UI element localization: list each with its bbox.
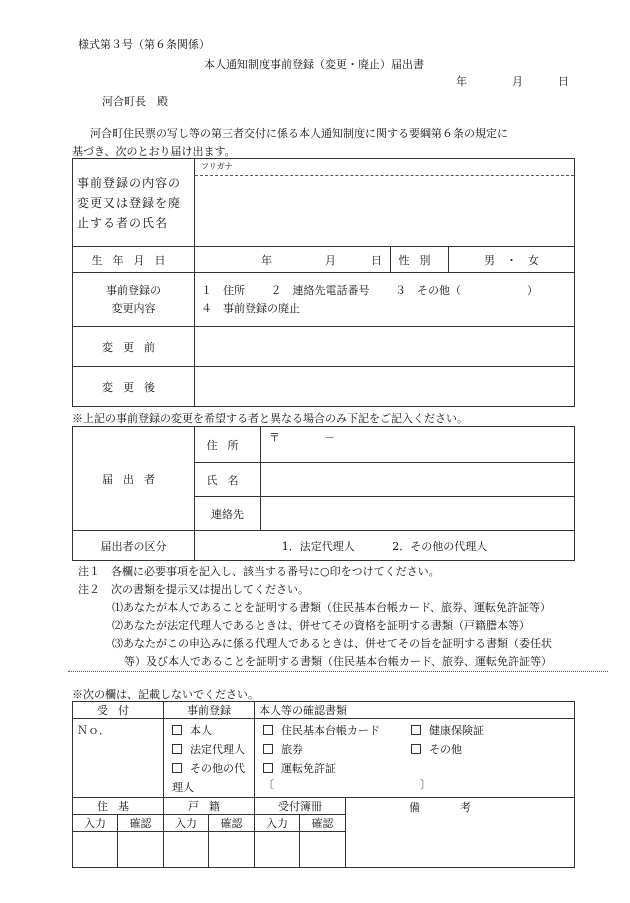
checkbox-icon [172,763,182,773]
change-option-2: ２ 連絡先電話番号 [270,283,370,297]
ledger-input-header: 入力 [255,815,300,832]
name-field[interactable] [195,159,575,247]
postal-code: 〒 － [269,431,335,444]
doc-option-insurance: 健康保険証 [429,724,484,737]
id-docs-options [255,719,575,798]
reg-option-principal: 本人 [190,724,212,737]
checkbox-icon [263,725,273,735]
remarks-header: 備考 [409,801,511,814]
doc-option-other: その他 [429,743,462,756]
category-options[interactable] [195,531,575,561]
doc-option-juki-card: 住民基本台帳カード [281,724,380,737]
checkbox-icon [263,744,273,754]
name-label-cell [73,159,195,247]
bracket-open: 〔 [263,778,274,791]
before-label: 変更前 [73,327,195,367]
juki-confirm-header: 確認 [118,815,164,832]
pre-reg-options [164,719,255,798]
applicant-label: 届出者 [73,427,195,531]
birth-month: 月 [325,254,336,267]
juki-confirm-cell [118,832,164,868]
note-item-3b: 等）及び本人であることを証明する書類（住民基本台帳カード、旅券、運転免許証等） [124,655,553,668]
koseki-input-cell [164,832,209,868]
gender-options[interactable]: 男 ・ 女 [449,247,575,273]
applicant-name-label: 氏名 [195,463,261,497]
after-label: 変更後 [73,367,195,407]
ledger-header: 受付簿冊 [255,798,346,815]
checkbox-icon [411,744,421,754]
date-day: 日 [558,75,569,88]
remarks-cell [346,798,575,868]
doc-option-passport: 旅券 [281,743,303,756]
checkbox-icon [172,744,182,754]
juki-input-header: 入力 [73,815,118,832]
birth-label: 生年月日 [73,247,195,273]
ledger-input-cell [255,832,300,868]
bracket-close: 〕 [420,778,431,791]
intro-line-1: 河合町住民票の写し等の第三者交付に係る本人通知制度に関する要綱第６条の規定に [90,127,508,140]
pre-reg-header: 事前登録 [164,702,255,719]
checkbox-icon [172,725,182,735]
date-year: 年 [456,75,467,88]
change-label-2: 変更内容 [111,301,156,315]
address-field[interactable] [261,427,575,463]
applicant-name-field[interactable] [261,463,575,497]
intro-line-2: 基づき、次のとおり届け出ます。 [72,145,236,158]
note-item-3a: ⑶あなたがこの申込みに係る代理人であるときは、併せてその旨を証明する書類（委任状 [112,637,552,650]
before-field[interactable] [195,327,575,367]
reg-option-legal-agent: 法定代理人 [190,743,245,756]
reg-option-other-agent: その他の代理人 [172,762,245,794]
category-option-2: 2．その他の代理人 [392,539,488,553]
registration-table [72,158,575,407]
contact-label: 連絡先 [195,497,261,531]
checkbox-icon [411,725,421,735]
change-option-4: ４ 事前登録の廃止 [201,301,300,315]
name-label: 事前登録の内容の変更又は登録を廃止する者の氏名 [77,175,182,230]
applicant-table [72,426,575,561]
change-options[interactable] [195,273,575,327]
juki-input-cell [73,832,118,868]
category-label: 届出者の区分 [73,531,195,561]
after-field[interactable] [195,367,575,407]
furigana-label: フリガナ [195,159,574,176]
koseki-confirm-header: 確認 [209,815,255,832]
contact-field[interactable] [261,497,575,531]
reception-header: 受付 [73,702,164,719]
reception-no [73,719,164,798]
id-docs-header: 本人等の確認書類 [255,702,575,719]
address-label: 住所 [195,427,261,463]
form-number: 様式第３号（第６条関係） [78,38,210,51]
category-option-1: 1．法定代理人 [281,539,355,553]
change-label-1: 事前登録の [106,283,161,297]
note-1: 注１ 各欄に必要事項を記入し、該当する番号に○印をつけてください。 [78,565,440,578]
birth-field[interactable] [195,247,391,273]
birth-year: 年 [261,254,272,267]
note-item-1: ⑴あなたが本人であることを証明する書類（住民基本台帳カード、旅券、運転免許証等） [112,601,552,614]
ledger-confirm-cell [300,832,346,868]
cut-line [68,671,608,672]
office-use-table [72,701,575,868]
change-label [73,273,195,327]
gender-label: 性別 [391,247,449,273]
page-title: 本人通知制度事前登録（変更・廃止）届出書 [204,58,424,71]
koseki-confirm-cell [209,832,255,868]
koseki-header: 戸籍 [164,798,255,815]
date-month: 月 [512,75,523,88]
addressee: 河合町長 殿 [102,95,168,108]
koseki-input-header: 入力 [164,815,209,832]
juki-header: 住基 [73,798,164,815]
reception-no-label: Ｎｏ． [77,724,110,737]
checkbox-icon [263,763,273,773]
proxy-notice: ※上記の事前登録の変更を希望する者と異なる場合のみ下記をご記入ください。 [72,412,468,425]
change-option-1: １ 住所 [201,283,245,297]
ledger-confirm-header: 確認 [300,815,346,832]
birth-day: 日 [371,254,382,267]
note-2: 注２ 次の書類を提示又は提出してください。 [78,583,309,596]
office-use-notice: ※次の欄は、記載しないでください。 [72,688,259,701]
note-item-2: ⑵あなたが法定代理人であるときは、併せてその資格を証明する書類（戸籍謄本等） [112,619,530,632]
doc-option-license: 運転免許証 [281,762,336,775]
change-option-3: ３ その他（ ） [395,283,538,297]
